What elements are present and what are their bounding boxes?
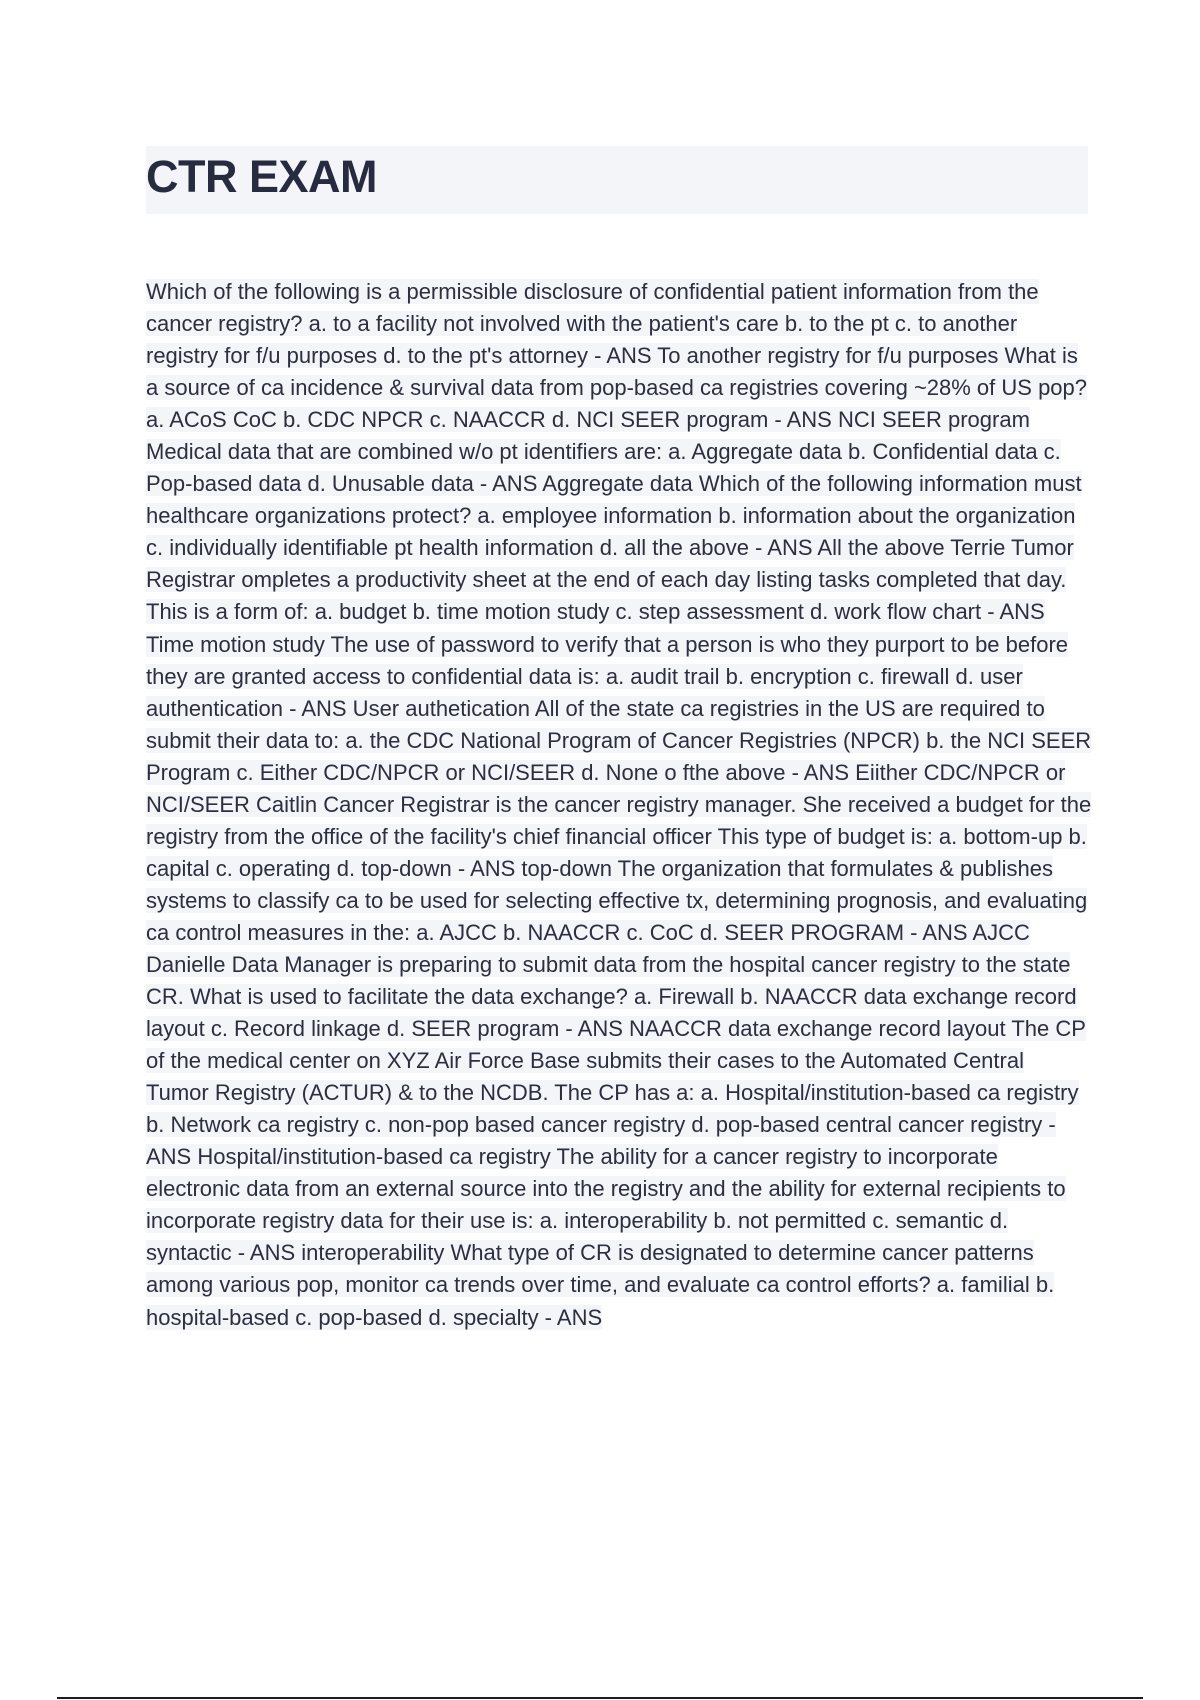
document-body <box>146 276 1092 1334</box>
footer-rule <box>57 1697 1143 1699</box>
document-body-text: Which of the following is a permissible disclosure of confidential patient information from the cancer registry? a. to a facility not involved with the patient's care b. to the pt c. to another registry for f/u purposes d. to the pt's attorney - ANS To another registry for f/u purposes What is a source of ca incidence & survival data from pop-based ca registries covering ~28% of US pop? a. ACoS CoC b. CDC NPCR c. NAACCR d. NCI SEER program - ANS NCI SEER program Medical data that are combined w/o pt identifiers are: a. Aggregate data b. Confidential data c. Pop-based data d. Unusable data - ANS Aggregate data Which of the following information must healthcare organizations protect? a. employee information b. information about the organization c. individually identifiable pt health information d. all the above - ANS All the above Terrie Tumor Registrar ompletes a productivity sheet at the end of each day listing tasks completed that day. This is a form of: a. budget b. time motion study c. step assessment d. work flow chart - ANS Time motion study The use of password to verify that a person is who they purport to be before they are granted access to confidential data is: a. audit trail b. encryption c. firewall d. user authentication - ANS User authetication All of the state ca registries in the US are required to submit their data to: a. the CDC National Program of Cancer Registries (NPCR) b. the NCI SEER Program c. Either CDC/NPCR or NCI/SEER d. None o fthe above - ANS Eiither CDC/NPCR or NCI/SEER Caitlin Cancer Registrar is the cancer registry manager. She received a budget for the registry from the office of the facility's chief financial officer This type of budget is: a. bottom-up b. capital c. operating d. top-down - ANS top-down The organization that formulates & publishes systems to classify ca to be used for selecting effective tx, determining prognosis, and evaluating ca control measures in the: a. AJCC b. NAACCR c. CoC d. SEER PROGRAM - ANS AJCC Danielle Data Manager is preparing to submit data from the hospital cancer registry to the state CR. What is used to facilitate the data exchange? a. Firewall b. NAACCR data exchange record layout c. Record linkage d. SEER program - ANS NAACCR data exchange record layout The CP of the medical center on XYZ Air Force Base submits their cases to the Automated Central Tumor Registry (ACTUR) & to the NCDB. The CP has a: a. Hospital/institution-based ca registry b. Network ca registry c. non-pop based cancer registry d. pop-based central cancer registry - ANS Hospital/institution-based ca registry The ability for a cancer registry to incorporate electronic data from an external source into the registry and the ability for external recipients to incorporate registry data for their use is: a. interoperability b. not permitted c. semantic d. syntactic - ANS interoperability What type of CR is designated to determine cancer patterns among various pop, monitor ca trends over time, and evaluate ca control efforts? a. familial b. hospital-based c. pop-based d. specialty - ANS <box>146 279 1092 1330</box>
title-banner <box>146 146 1088 214</box>
document-title: CTR EXAM <box>146 151 377 202</box>
